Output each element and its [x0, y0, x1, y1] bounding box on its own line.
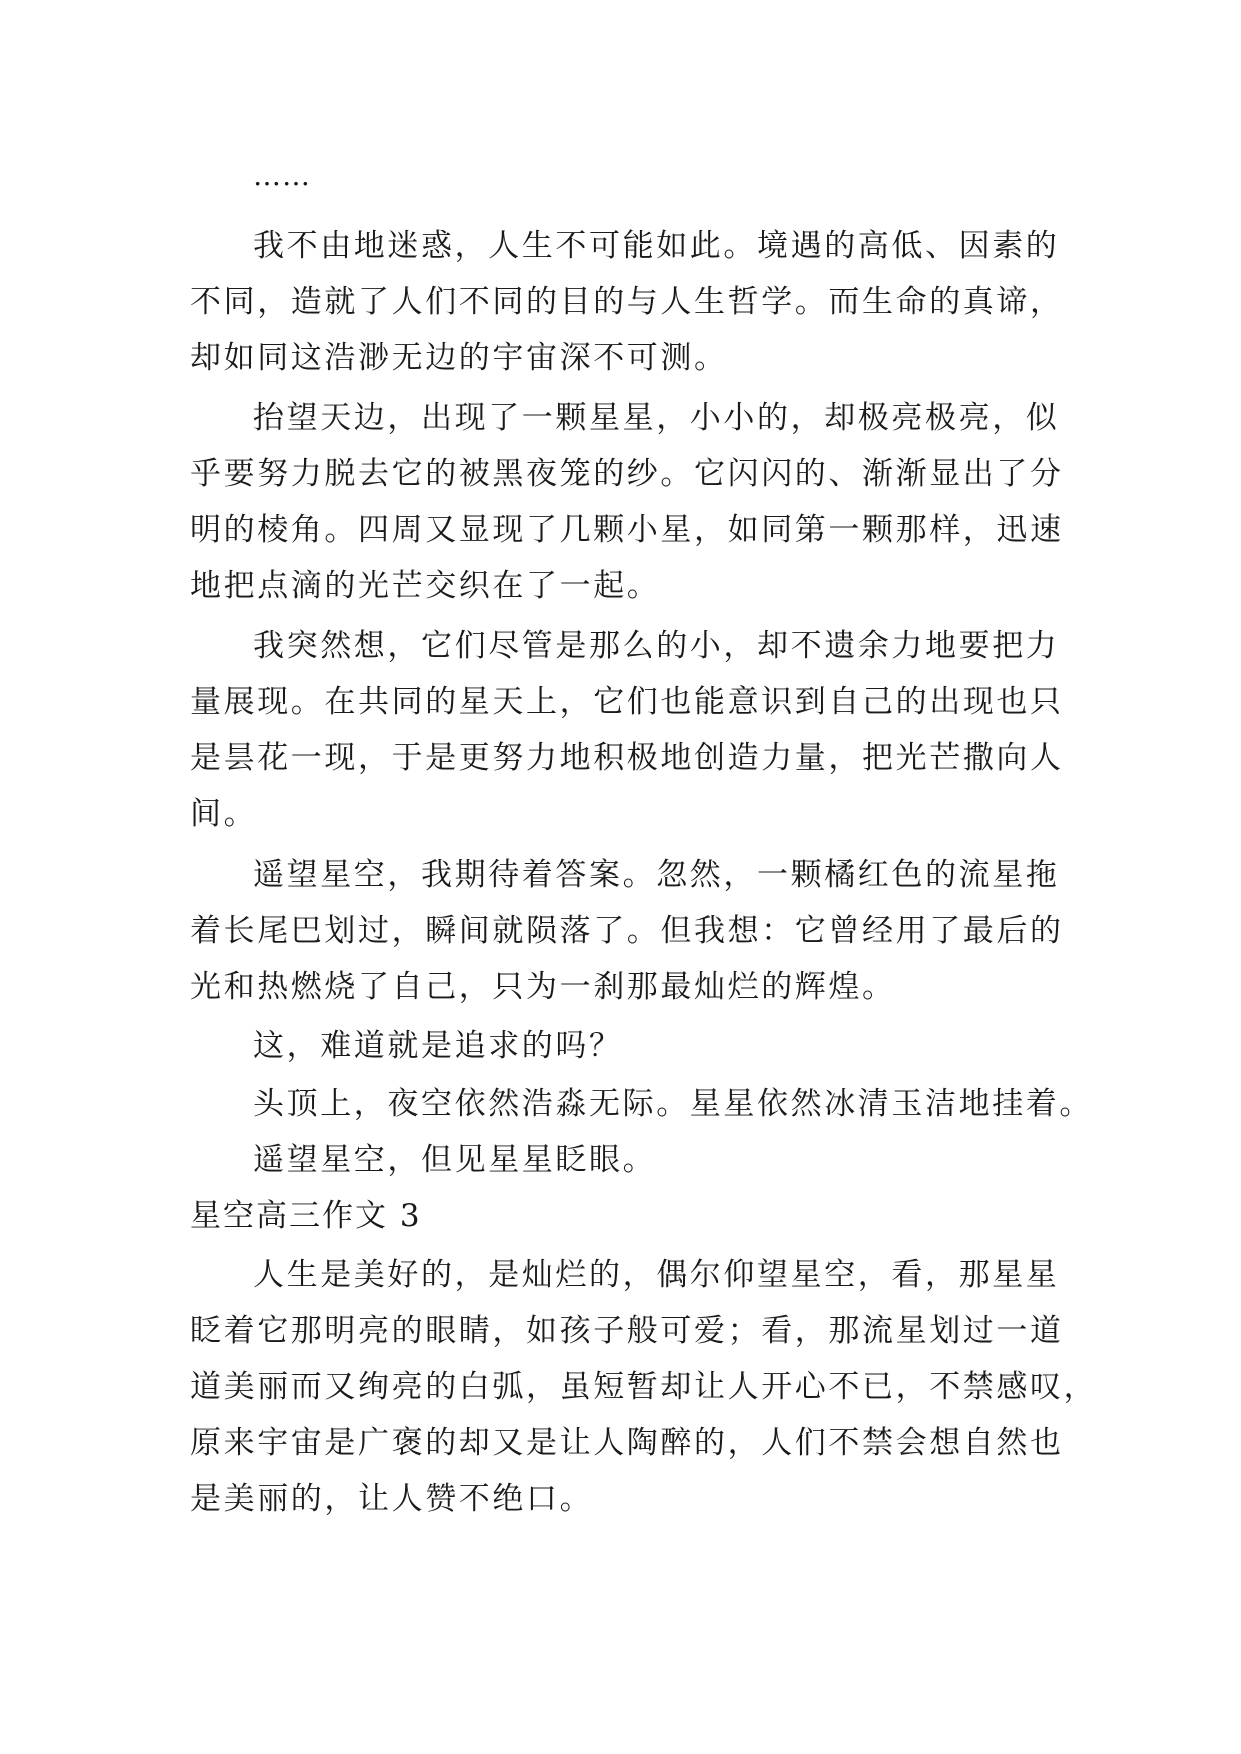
- paragraph-line: 明的棱角。四周又显现了几颗小星，如同第一颗那样，迅速: [190, 512, 1064, 548]
- paragraph-line: 头顶上，夜空依然浩淼无际。星星依然冰清玉洁地挂着。: [253, 1086, 1093, 1122]
- paragraph-line: 这，难道就是追求的吗？: [253, 1028, 623, 1064]
- paragraph-line: 遥望星空，但见星星眨眼。: [253, 1142, 657, 1178]
- paragraph-line: 着长尾巴划过，瞬间就陨落了。但我想：它曾经用了最后的: [190, 913, 1064, 949]
- section-heading: 星空高三作文 3: [190, 1198, 422, 1234]
- paragraph-line: 乎要努力脱去它的被黑夜笼的纱。它闪闪的、渐渐显出了分: [190, 456, 1064, 492]
- paragraph-line: 是昙花一现，于是更努力地积极地创造力量，把光芒撒向人: [190, 740, 1064, 776]
- paragraph-line: 眨着它那明亮的眼睛，如孩子般可爱；看，那流星划过一道: [190, 1313, 1064, 1349]
- paragraph-line: 地把点滴的光芒交织在了一起。: [190, 568, 661, 604]
- paragraph-line: 间。: [190, 796, 258, 832]
- paragraph-line: 我突然想，它们尽管是那么的小，却不遗余力地要把力: [253, 628, 1060, 664]
- paragraph-line: 抬望天边，出现了一颗星星，小小的，却极亮极亮，似: [253, 400, 1060, 436]
- paragraph-line: 却如同这浩渺无边的宇宙深不可测。: [190, 340, 728, 376]
- paragraph-line: 光和热燃烧了自己，只为一刹那最灿烂的辉煌。: [190, 969, 896, 1005]
- paragraph-line: 道美丽而又绚亮的白弧，虽短暂却让人开心不已，不禁感叹，: [190, 1369, 1098, 1405]
- ellipsis-line: ……: [253, 159, 311, 192]
- paragraph-line: 量展现。在共同的星天上，它们也能意识到自己的出现也只: [190, 684, 1064, 720]
- paragraph-line: 遥望星空，我期待着答案。忽然，一颗橘红色的流星拖: [253, 857, 1060, 893]
- paragraph-line: 不同，造就了人们不同的目的与人生哲学。而生命的真谛，: [190, 284, 1064, 320]
- paragraph-line: 人生是美好的，是灿烂的，偶尔仰望星空，看，那星星: [253, 1257, 1060, 1293]
- paragraph-line: 原来宇宙是广褒的却又是让人陶醉的，人们不禁会想自然也: [190, 1425, 1064, 1461]
- paragraph-line: 是美丽的，让人赞不绝口。: [190, 1481, 594, 1517]
- paragraph-line: 我不由地迷惑，人生不可能如此。境遇的高低、因素的: [253, 228, 1060, 264]
